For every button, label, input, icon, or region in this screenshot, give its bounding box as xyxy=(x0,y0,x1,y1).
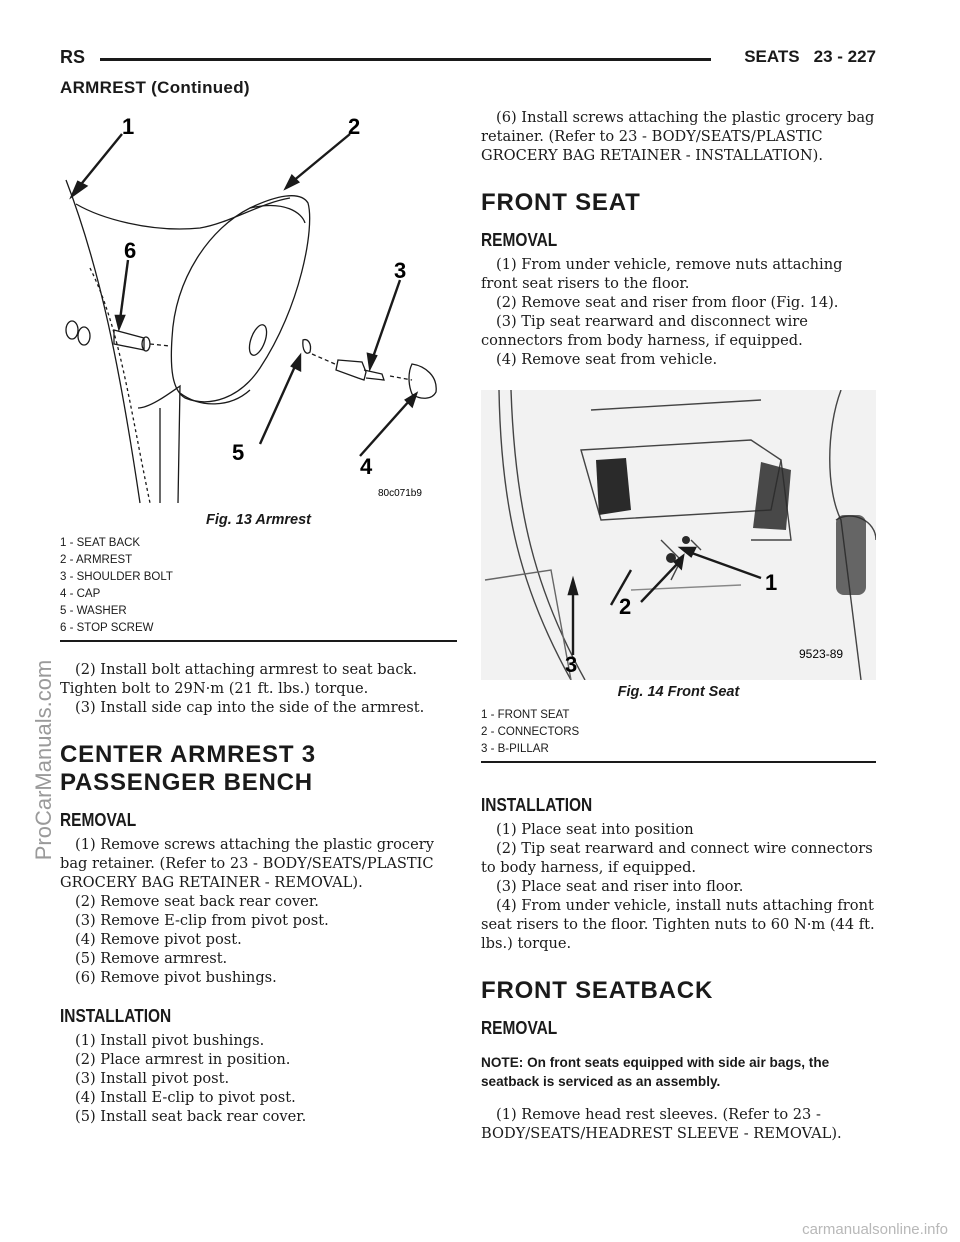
callout-5: 5 xyxy=(232,440,245,465)
figure-13 xyxy=(60,108,457,642)
continued-heading: ARMREST (Continued) xyxy=(60,78,250,97)
step: (6) Remove pivot bushings. xyxy=(75,969,277,986)
callout-1: 1 xyxy=(122,114,135,139)
legend-item: 3 - SHOULDER BOLT xyxy=(60,571,173,583)
step: (2) Tip seat rearward and connect wire connectors to body harness, if equipped. xyxy=(481,840,873,876)
header-section: SEATS xyxy=(744,47,800,66)
step: (1) Install pivot bushings. xyxy=(75,1032,265,1049)
legend-item: 6 - STOP SCREW xyxy=(60,622,154,634)
front-seat-installation-steps xyxy=(481,820,876,953)
legend-item: 5 - WASHER xyxy=(60,605,127,617)
center-armrest-title-line-2: PASSENGER BENCH xyxy=(60,769,313,796)
figure-14 xyxy=(481,390,876,763)
legend-item: 1 - FRONT SEAT xyxy=(481,709,570,721)
armrest-step-3: (3) Install side cap into the side of the armrest. xyxy=(75,699,425,716)
step: (5) Remove armrest. xyxy=(75,950,228,967)
step: (3) Remove E-clip from pivot post. xyxy=(75,912,329,929)
armrest-step-2: (2) Install bolt attaching armrest to seat back. Tighten bolt to 29N·m (21 ft. lbs.) torque. xyxy=(60,661,417,697)
step: (3) Place seat and riser into floor. xyxy=(496,878,744,895)
step: (1) From under vehicle, remove nuts attaching front seat risers to the floor. xyxy=(481,256,843,292)
step: (3) Install pivot post. xyxy=(75,1070,230,1087)
airbag-note: NOTE: On front seats equipped with side air bags, the seatback is serviced as an assembly. xyxy=(481,1055,830,1089)
step: (1) Place seat into position xyxy=(496,821,694,838)
figure-13-legend xyxy=(60,535,457,637)
front-seat-removal-heading: REMOVAL xyxy=(481,230,558,250)
armrest-step-6: (6) Install screws attaching the plastic grocery bag retainer. (Refer to 23 - BODY/SEATS/PLASTIC GROCERY BAG RETAINER - INSTALLATION). xyxy=(481,109,875,164)
center-removal-steps xyxy=(60,835,455,987)
callout-2: 2 xyxy=(619,594,632,619)
figure-14-legend xyxy=(481,707,876,758)
legend-item: 1 - SEAT BACK xyxy=(60,537,141,549)
callout-2: 2 xyxy=(348,114,361,139)
right-column-top xyxy=(481,108,876,369)
callout-6: 6 xyxy=(124,238,137,263)
center-installation-steps xyxy=(60,1031,455,1126)
step: (4) Remove seat from vehicle. xyxy=(496,351,718,368)
center-armrest-title-line-1: CENTER ARMREST 3 xyxy=(60,741,316,768)
header-page-number: 23 - 227 xyxy=(813,47,876,66)
legend-item: 4 - CAP xyxy=(60,588,101,600)
callout-4: 4 xyxy=(360,454,373,479)
header-right xyxy=(744,47,876,67)
legend-item: 3 - B-PILLAR xyxy=(481,743,549,755)
armrest-illustration xyxy=(60,108,457,508)
legend-item: 2 - ARMREST xyxy=(60,554,133,566)
step: (1) Remove screws attaching the plastic grocery bag retainer. (Refer to 23 - BODY/SEATS/PLASTIC GROCERY BAG RETAINER - REMOVAL). xyxy=(60,836,434,891)
page-header xyxy=(60,47,876,69)
front-seat-photo xyxy=(481,390,876,680)
footer-watermark: carmanualsonline.info xyxy=(802,1221,948,1238)
legend-item: 2 - CONNECTORS xyxy=(481,726,580,738)
left-column xyxy=(60,660,455,1126)
front-seat-title: FRONT SEAT xyxy=(481,189,641,216)
step: (4) From under vehicle, install nuts attaching front seat risers to the floor. Tighten nuts to 60 N·m (44 ft. lbs.) torque. xyxy=(481,897,875,952)
figure-14-caption: Fig. 14 Front Seat xyxy=(617,684,740,700)
front-seat-removal-steps xyxy=(481,255,876,369)
step: (4) Remove pivot post. xyxy=(75,931,242,948)
callout-3: 3 xyxy=(565,652,578,677)
front-seat-installation-heading: INSTALLATION xyxy=(481,795,593,815)
center-removal-heading: REMOVAL xyxy=(60,810,137,830)
front-seatback-title: FRONT SEATBACK xyxy=(481,977,714,1004)
step: (5) Install seat back rear cover. xyxy=(75,1108,307,1125)
step: (2) Remove seat back rear cover. xyxy=(75,893,319,910)
callout-3: 3 xyxy=(394,258,407,283)
figure-13-code: 80c071b9 xyxy=(378,488,422,499)
figure-13-rule xyxy=(60,640,457,642)
header-rule xyxy=(100,58,711,61)
figure-14-rule xyxy=(481,761,876,763)
figure-14-code: 9523-89 xyxy=(799,647,844,661)
step: (4) Install E-clip to pivot post. xyxy=(75,1089,296,1106)
seatback-step-1: (1) Remove head rest sleeves. (Refer to 23 - BODY/SEATS/HEADREST SLEEVE - REMOVAL). xyxy=(481,1106,842,1142)
header-model: RS xyxy=(60,47,86,67)
callout-1: 1 xyxy=(765,570,778,595)
center-armrest-title xyxy=(60,741,455,797)
step: (3) Tip seat rearward and disconnect wire connectors from body harness, if equipped. xyxy=(481,313,808,349)
center-installation-heading: INSTALLATION xyxy=(60,1006,172,1026)
front-seatback-removal-heading: REMOVAL xyxy=(481,1018,558,1038)
step: (2) Place armrest in position. xyxy=(75,1051,291,1068)
step: (2) Remove seat and riser from floor (Fig. 14). xyxy=(496,294,839,311)
side-watermark: ProCarManuals.com xyxy=(31,659,56,861)
right-column-bottom xyxy=(481,794,876,1143)
figure-13-caption: Fig. 13 Armrest xyxy=(205,512,312,528)
